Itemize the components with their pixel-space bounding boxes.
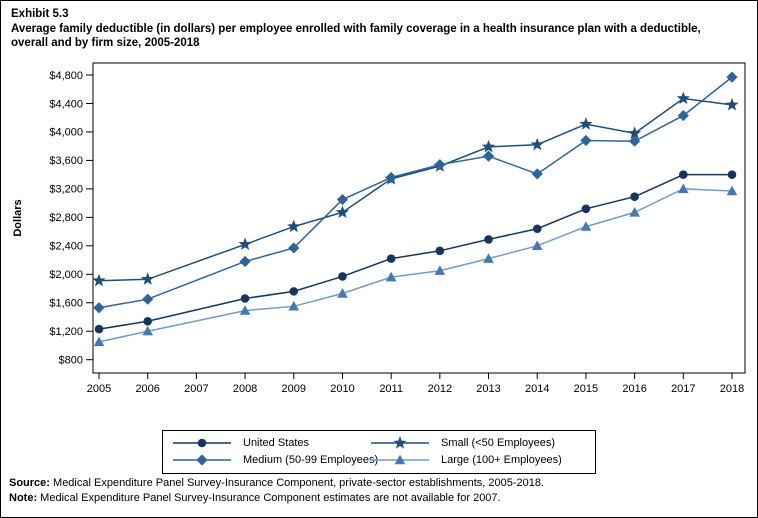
marker-triangle <box>678 183 689 193</box>
legend-label: Large (100+ Employees) <box>441 454 562 466</box>
marker-circle <box>387 254 396 263</box>
x-tick-label: 2007 <box>184 383 209 395</box>
marker-diamond <box>629 136 640 147</box>
note-line <box>9 491 753 506</box>
y-tick-label: $2,400 <box>49 240 83 253</box>
marker-circle <box>630 192 639 201</box>
marker-circle <box>679 170 688 179</box>
x-tick-label: 2018 <box>719 383 745 395</box>
marker-circle <box>582 205 591 214</box>
marker-triangle <box>532 240 543 250</box>
y-tick-label: $3,200 <box>49 183 83 196</box>
marker-circle <box>728 170 737 179</box>
legend-item <box>171 435 369 451</box>
legend <box>162 430 596 474</box>
y-axis-title: Dollars <box>12 199 24 237</box>
y-tick-label: $4,400 <box>49 98 83 111</box>
chart-title: Average family deductible (in dollars) per employee enrolled with family coverage in a health insurance plan with a deductible, overall and by firm size, 2005-2018 <box>11 22 701 49</box>
marker-diamond <box>532 168 543 179</box>
footnotes <box>9 476 753 505</box>
marker-circle <box>338 272 347 281</box>
legend-item <box>369 435 587 451</box>
y-tick-label: $4,000 <box>49 126 83 139</box>
marker-star <box>531 138 544 151</box>
marker-circle <box>241 294 250 303</box>
marker-star <box>287 220 300 233</box>
x-tick-label: 2015 <box>573 383 599 395</box>
x-tick-label: 2009 <box>281 383 307 395</box>
marker-star <box>92 274 105 287</box>
marker-diamond <box>142 294 153 305</box>
series-line <box>99 77 732 308</box>
marker-star <box>336 205 349 218</box>
x-tick-label: 2012 <box>427 383 453 395</box>
note-label: Note: <box>9 491 38 504</box>
marker-star <box>725 98 738 111</box>
x-tick-label: 2005 <box>86 383 112 395</box>
x-tick-label: 2011 <box>379 383 403 395</box>
marker-circle <box>484 235 493 244</box>
y-tick-label: $800 <box>58 354 83 367</box>
marker-circle <box>143 317 152 326</box>
legend-marker-diamond <box>171 452 233 468</box>
y-tick-label: $2,000 <box>49 269 83 282</box>
line-chart <box>1 1 758 401</box>
y-tick-label: $3,600 <box>49 155 83 168</box>
legend-label: Medium (50-99 Employees) <box>243 454 379 466</box>
marker-circle <box>95 325 104 334</box>
x-tick-label: 2013 <box>476 383 501 395</box>
y-tick-label: $4,800 <box>49 69 83 82</box>
y-tick-label: $2,800 <box>49 212 83 225</box>
y-tick-label: $1,200 <box>49 326 83 339</box>
marker-circle <box>533 224 542 233</box>
x-tick-label: 2014 <box>524 383 550 395</box>
legend-marker-circle <box>171 435 233 451</box>
marker-triangle <box>629 207 640 217</box>
plot-frame <box>93 63 745 373</box>
marker-star <box>579 117 592 130</box>
note-text: Medical Expenditure Panel Survey-Insurance Component estimates are not available for 2007. <box>40 491 501 504</box>
legend-item <box>369 452 587 468</box>
legend-label: Small (<50 Employees) <box>441 437 556 449</box>
x-tick-label: 2016 <box>622 383 647 395</box>
source-label: Source: <box>9 477 50 489</box>
series-line <box>99 98 732 280</box>
source-line <box>9 476 753 491</box>
marker-circle <box>436 247 445 256</box>
exhibit-label: Exhibit 5.3 <box>11 8 69 20</box>
marker-star <box>238 237 251 250</box>
marker-circle <box>289 287 298 296</box>
legend-label: United States <box>243 437 310 449</box>
x-tick-label: 2010 <box>330 383 355 395</box>
source-text: Medical Expenditure Panel Survey-Insurance Component, private-sector establishments, 2005-2018. <box>53 477 545 489</box>
legend-item <box>171 452 379 468</box>
x-tick-label: 2017 <box>671 383 696 395</box>
legend-marker-star <box>369 435 431 451</box>
marker-diamond <box>580 135 591 146</box>
x-tick-label: 2008 <box>232 383 258 395</box>
legend-marker-triangle <box>369 452 431 468</box>
marker-diamond <box>434 159 445 170</box>
marker-star <box>141 272 154 285</box>
marker-diamond <box>93 302 104 313</box>
marker-diamond <box>239 256 250 267</box>
y-tick-label: $1,600 <box>49 297 83 310</box>
x-tick-label: 2006 <box>135 383 160 395</box>
